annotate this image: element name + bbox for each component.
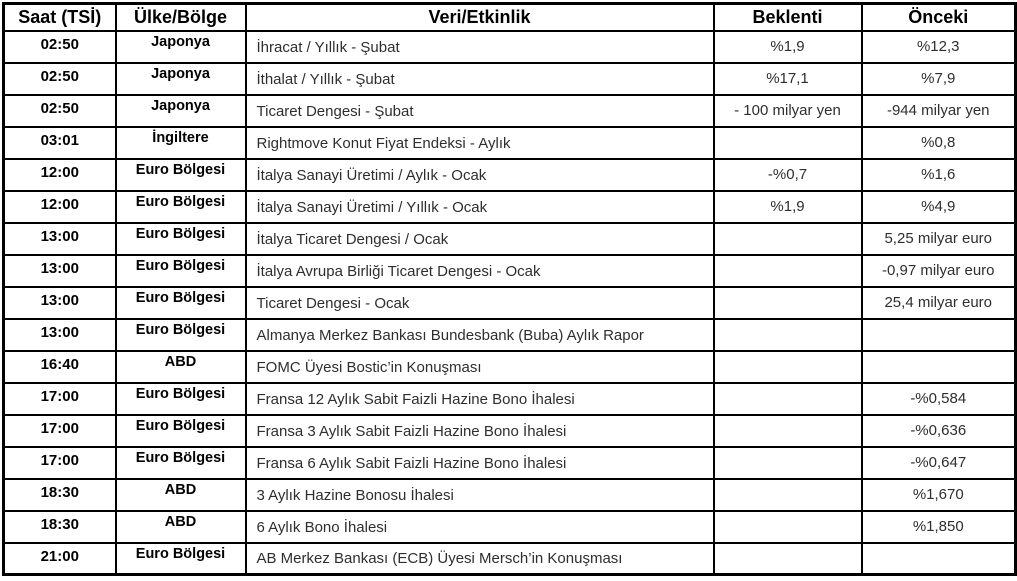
event-cell: İtalya Avrupa Birliği Ticaret Dengesi - Ocak — [246, 255, 714, 287]
event-cell: 6 Aylık Bono İhalesi — [246, 511, 714, 543]
expected-cell — [714, 447, 862, 479]
table-row — [4, 255, 1016, 287]
region-cell: Euro Bölgesi — [116, 255, 246, 287]
region-cell: Euro Bölgesi — [116, 191, 246, 223]
previous-cell: 25,4 milyar euro — [862, 287, 1016, 319]
event-cell: Fransa 12 Aylık Sabit Faizli Hazine Bono İhalesi — [246, 383, 714, 415]
region-cell: ABD — [116, 479, 246, 511]
time-cell: 13:00 — [4, 287, 116, 319]
table-row — [4, 383, 1016, 415]
time-cell: 03:01 — [4, 127, 116, 159]
previous-cell: %7,9 — [862, 63, 1016, 95]
previous-cell: 5,25 milyar euro — [862, 223, 1016, 255]
previous-cell: %12,3 — [862, 31, 1016, 63]
region-cell: Euro Bölgesi — [116, 543, 246, 575]
economic-calendar-table — [2, 2, 1017, 576]
time-cell: 02:50 — [4, 31, 116, 63]
expected-cell: %1,9 — [714, 31, 862, 63]
table-row — [4, 447, 1016, 479]
expected-cell — [714, 383, 862, 415]
previous-cell: -%0,647 — [862, 447, 1016, 479]
expected-cell — [714, 543, 862, 575]
time-cell: 13:00 — [4, 223, 116, 255]
region-cell: Euro Bölgesi — [116, 447, 246, 479]
time-cell: 02:50 — [4, 63, 116, 95]
time-cell: 21:00 — [4, 543, 116, 575]
table-row — [4, 287, 1016, 319]
table-row — [4, 479, 1016, 511]
region-cell: Euro Bölgesi — [116, 287, 246, 319]
region-cell: Euro Bölgesi — [116, 159, 246, 191]
time-cell: 17:00 — [4, 383, 116, 415]
region-cell: Euro Bölgesi — [116, 415, 246, 447]
region-cell: Japonya — [116, 63, 246, 95]
event-cell: İthalat / Yıllık - Şubat — [246, 63, 714, 95]
event-cell: AB Merkez Bankası (ECB) Üyesi Mersch’in Konuşması — [246, 543, 714, 575]
event-cell: İhracat / Yıllık - Şubat — [246, 31, 714, 63]
col-header-time: Saat (TSİ) — [4, 4, 116, 31]
previous-cell: %4,9 — [862, 191, 1016, 223]
col-header-expected: Beklenti — [714, 4, 862, 31]
col-header-event: Veri/Etkinlik — [246, 4, 714, 31]
table-row — [4, 511, 1016, 543]
previous-cell — [862, 351, 1016, 383]
event-cell: Ticaret Dengesi - Şubat — [246, 95, 714, 127]
event-cell: 3 Aylık Hazine Bonosu İhalesi — [246, 479, 714, 511]
event-cell: Ticaret Dengesi - Ocak — [246, 287, 714, 319]
time-cell: 16:40 — [4, 351, 116, 383]
table-row — [4, 95, 1016, 127]
time-cell: 12:00 — [4, 159, 116, 191]
region-cell: Japonya — [116, 31, 246, 63]
time-cell: 13:00 — [4, 255, 116, 287]
previous-cell: -0,97 milyar euro — [862, 255, 1016, 287]
previous-cell: -%0,636 — [862, 415, 1016, 447]
expected-cell: %1,9 — [714, 191, 862, 223]
event-cell: İtalya Sanayi Üretimi / Yıllık - Ocak — [246, 191, 714, 223]
event-cell: Rightmove Konut Fiyat Endeksi - Aylık — [246, 127, 714, 159]
table-row — [4, 223, 1016, 255]
region-cell: Japonya — [116, 95, 246, 127]
table-row — [4, 543, 1016, 575]
expected-cell — [714, 319, 862, 351]
table-row — [4, 159, 1016, 191]
expected-cell: %17,1 — [714, 63, 862, 95]
previous-cell — [862, 543, 1016, 575]
previous-cell: %1,6 — [862, 159, 1016, 191]
time-cell: 12:00 — [4, 191, 116, 223]
expected-cell: -%0,7 — [714, 159, 862, 191]
time-cell: 17:00 — [4, 447, 116, 479]
time-cell: 13:00 — [4, 319, 116, 351]
event-cell: Almanya Merkez Bankası Bundesbank (Buba) Aylık Rapor — [246, 319, 714, 351]
event-cell: İtalya Sanayi Üretimi / Aylık - Ocak — [246, 159, 714, 191]
expected-cell — [714, 223, 862, 255]
time-cell: 18:30 — [4, 479, 116, 511]
expected-cell — [714, 255, 862, 287]
region-cell: ABD — [116, 351, 246, 383]
expected-cell — [714, 415, 862, 447]
previous-cell: %1,850 — [862, 511, 1016, 543]
table-row — [4, 351, 1016, 383]
header-row — [4, 4, 1016, 31]
time-cell: 18:30 — [4, 511, 116, 543]
table-row — [4, 191, 1016, 223]
event-cell: Fransa 3 Aylık Sabit Faizli Hazine Bono İhalesi — [246, 415, 714, 447]
event-cell: Fransa 6 Aylık Sabit Faizli Hazine Bono İhalesi — [246, 447, 714, 479]
previous-cell: %0,8 — [862, 127, 1016, 159]
region-cell: Euro Bölgesi — [116, 383, 246, 415]
table-row — [4, 415, 1016, 447]
table-row — [4, 319, 1016, 351]
expected-cell — [714, 511, 862, 543]
time-cell: 02:50 — [4, 95, 116, 127]
previous-cell: %1,670 — [862, 479, 1016, 511]
expected-cell: - 100 milyar yen — [714, 95, 862, 127]
expected-cell — [714, 351, 862, 383]
expected-cell — [714, 287, 862, 319]
col-header-previous: Önceki — [862, 4, 1016, 31]
region-cell: İngiltere — [116, 127, 246, 159]
table-row — [4, 63, 1016, 95]
event-cell: İtalya Ticaret Dengesi / Ocak — [246, 223, 714, 255]
table-row — [4, 127, 1016, 159]
expected-cell — [714, 127, 862, 159]
event-cell: FOMC Üyesi Bostic’in Konuşması — [246, 351, 714, 383]
region-cell: Euro Bölgesi — [116, 319, 246, 351]
col-header-region: Ülke/Bölge — [116, 4, 246, 31]
region-cell: Euro Bölgesi — [116, 223, 246, 255]
previous-cell — [862, 319, 1016, 351]
region-cell: ABD — [116, 511, 246, 543]
previous-cell: -%0,584 — [862, 383, 1016, 415]
time-cell: 17:00 — [4, 415, 116, 447]
expected-cell — [714, 479, 862, 511]
table-row — [4, 31, 1016, 63]
previous-cell: -944 milyar yen — [862, 95, 1016, 127]
